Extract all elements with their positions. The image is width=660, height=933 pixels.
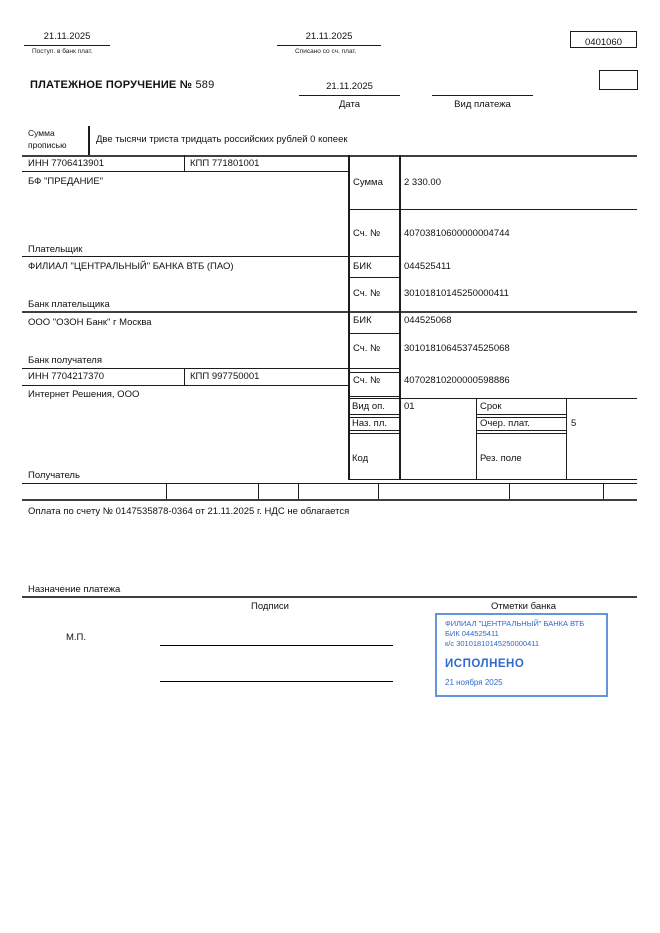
- date-received: 21.11.2025: [43, 31, 91, 42]
- divider: [22, 596, 637, 598]
- divider: [22, 155, 637, 157]
- payer-bank-label: Банк плательщика: [28, 299, 110, 310]
- divider: [184, 368, 185, 385]
- stamp-place-label: М.П.: [66, 632, 87, 643]
- divider: [476, 433, 567, 434]
- payer-label: Плательщик: [28, 244, 83, 255]
- payee-bank-label: Банк получателя: [28, 355, 102, 366]
- divider: [509, 483, 510, 499]
- bank-marks-label: Отметки банка: [490, 601, 557, 612]
- divider: [348, 414, 400, 415]
- divider: [258, 483, 259, 499]
- payee-account: 40702810200000598886: [404, 375, 510, 386]
- divider: [476, 398, 477, 479]
- payee-bank-bik-label: БИК: [353, 315, 372, 326]
- divider: [348, 209, 637, 210]
- amount-in-words: Две тысячи триста тридцать российских рублей 0 копеек: [96, 134, 348, 145]
- divider: [88, 126, 90, 155]
- code-label: Код: [352, 453, 369, 464]
- divider: [603, 483, 604, 499]
- divider: [348, 277, 400, 278]
- document-number: 589: [195, 79, 215, 91]
- divider: [378, 483, 379, 499]
- divider: [348, 479, 637, 480]
- divider: [348, 430, 400, 431]
- purpose-code-label: Наз. пл.: [352, 418, 387, 429]
- payment-type-label: Вид платежа: [454, 99, 511, 110]
- payer-name: БФ "ПРЕДАНИЕ": [28, 176, 104, 187]
- amount-value: 2 330.00: [404, 177, 441, 188]
- divider: [566, 398, 567, 479]
- payee-kpp: КПП 997750001: [190, 371, 260, 382]
- reserve-field-label: Рез. поле: [480, 453, 522, 464]
- priority-label: Очер. плат.: [480, 418, 530, 429]
- date-received-label: Поступ. в банк плат.: [32, 48, 93, 55]
- divider: [22, 368, 399, 369]
- payer-bank-bik-label: БИК: [353, 261, 372, 272]
- amount-in-words-label: Сумма прописью: [28, 128, 67, 150]
- stamp-corr-account: к/с 30101810145250000411: [445, 639, 540, 648]
- divider: [22, 256, 399, 257]
- divider: [348, 333, 400, 334]
- divider: [348, 433, 400, 434]
- divider: [22, 171, 348, 172]
- date-label: Дата: [338, 99, 361, 110]
- signatures-label: Подписи: [251, 601, 289, 612]
- purpose-text: Оплата по счету № 0147535878-0364 от 21.11.2025 г. НДС не облагается: [28, 506, 350, 517]
- divider: [22, 311, 637, 313]
- amount-label: Сумма: [353, 177, 383, 188]
- op-type-label: Вид оп.: [352, 401, 385, 412]
- document-date: 21.11.2025: [326, 81, 373, 92]
- divider: [298, 483, 299, 499]
- divider: [476, 430, 567, 431]
- signature-line: [160, 681, 393, 682]
- divider: [348, 396, 400, 397]
- payer-kpp: КПП 771801001: [190, 158, 260, 169]
- purpose-label: Назначение платежа: [28, 584, 121, 595]
- date-debited-label: Списано со сч. плат.: [295, 48, 357, 55]
- payment-type-box: [599, 70, 638, 90]
- stamp-bik: БИК 044525411: [445, 629, 499, 638]
- divider: [348, 372, 400, 373]
- bank-stamp: [435, 613, 608, 697]
- payee-bank-account: 30101810645374525068: [404, 343, 510, 354]
- payee-name: Интернет Решения, ООО: [28, 389, 140, 400]
- form-code: 0401060: [585, 37, 622, 48]
- divider: [299, 95, 400, 96]
- divider: [24, 45, 110, 46]
- payee-inn: ИНН 7704217370: [28, 371, 105, 382]
- payee-bank-account-label: Сч. №: [353, 343, 381, 354]
- stamp-date: 21 ноября 2025: [445, 678, 503, 687]
- stamp-bank-name: ФИЛИАЛ "ЦЕНТРАЛЬНЫЙ" БАНКА ВТБ: [445, 619, 585, 628]
- payer-account-label: Сч. №: [353, 228, 381, 239]
- document-title: [30, 79, 214, 91]
- term-label: Срок: [480, 401, 502, 412]
- payee-label: Получатель: [28, 470, 80, 481]
- divider: [22, 385, 348, 386]
- divider: [22, 499, 637, 501]
- priority-value: 5: [571, 418, 577, 429]
- divider: [277, 45, 381, 46]
- payer-bank-name: ФИЛИАЛ "ЦЕНТРАЛЬНЫЙ" БАНКА ВТБ (ПАО): [28, 261, 234, 272]
- payee-bank-name: ООО "ОЗОН Банк" г Москва: [28, 317, 152, 328]
- title-text: ПЛАТЕЖНОЕ ПОРУЧЕНИЕ №: [30, 79, 193, 91]
- divider: [22, 483, 637, 484]
- op-type-value: 01: [404, 401, 415, 412]
- payer-bank-account-label: Сч. №: [353, 288, 381, 299]
- payer-bank-bik: 044525411: [404, 261, 451, 272]
- divider: [476, 414, 567, 415]
- payer-inn: ИНН 7706413901: [28, 158, 105, 169]
- payer-account: 40703810600000004744: [404, 228, 510, 239]
- divider: [348, 398, 637, 399]
- form-code-box: [570, 31, 637, 48]
- divider: [184, 155, 185, 171]
- signature-line: [160, 645, 393, 646]
- divider: [432, 95, 533, 96]
- divider: [166, 483, 167, 499]
- stamp-status: ИСПОЛНЕНО: [445, 658, 525, 670]
- date-debited: 21.11.2025: [305, 31, 353, 42]
- payer-bank-account: 30101810145250000411: [404, 288, 509, 299]
- payee-bank-bik: 044525068: [404, 315, 452, 326]
- payee-account-label: Сч. №: [353, 375, 381, 386]
